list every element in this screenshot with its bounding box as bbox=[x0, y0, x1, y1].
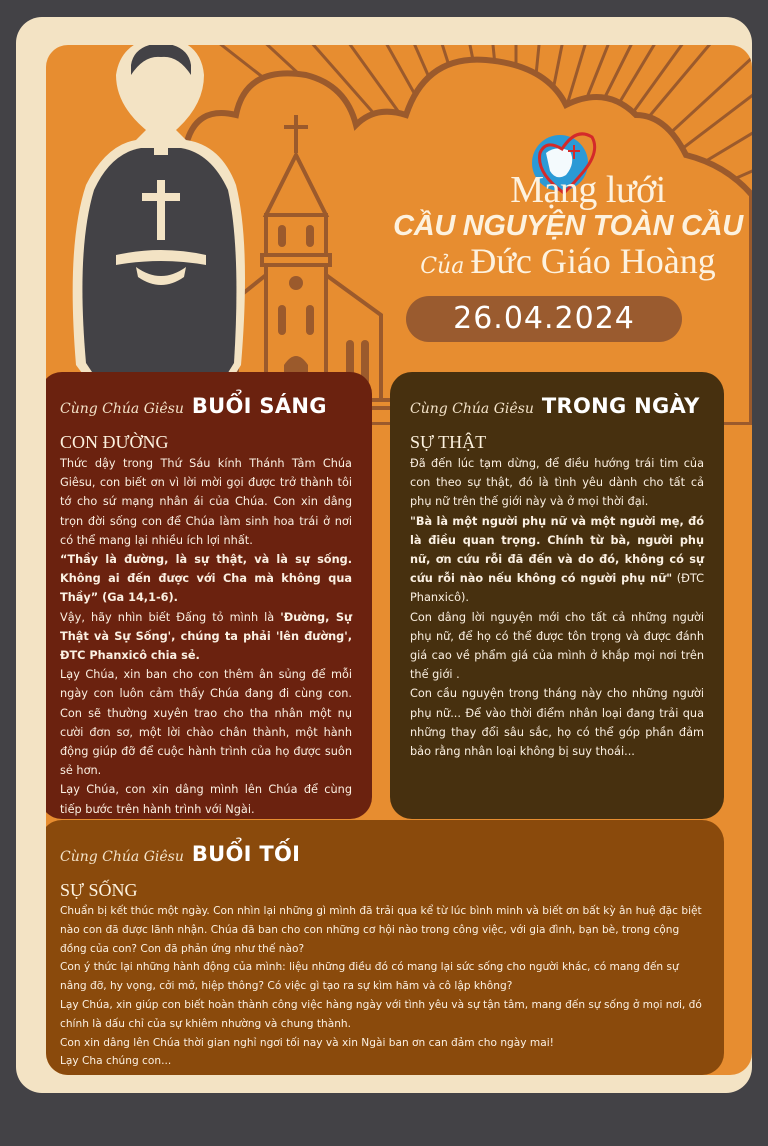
morning-paragraph: Lạy Chúa, xin ban cho con thêm ân sủng để mỗi ngày con luôn cảm thấy Chúa đang đi cùng con. Con sẽ thường xuyên trao cho tha nhân một nụ cười đơn sơ, một lời chào chân thành, một hành động giúp đỡ để cuộc hành trình của họ được suôn sẻ hơn. bbox=[60, 668, 352, 778]
day-quote-source: (ĐTC Phanxicô). bbox=[410, 572, 704, 605]
evening-card-header bbox=[60, 842, 704, 866]
evening-heading: BUỔI TỐI bbox=[191, 842, 301, 866]
morning-card bbox=[46, 372, 372, 819]
morning-quote-bold: “Thầy là đường, là sự thật, và là sự sống. Không ai đến được với Cha mà không qua Thầy” (Ga 14,1-6). bbox=[60, 553, 352, 605]
evening-card bbox=[46, 820, 724, 1075]
title-line-3 bbox=[388, 242, 748, 286]
date-badge: 26.04.2024 bbox=[406, 296, 682, 342]
morning-p3-bold: 'Đường, Sự Thật và Sự Sống', chúng ta phải 'lên đường', ĐTC Phanxicô chia sẻ. bbox=[60, 610, 352, 663]
poster-panel bbox=[46, 45, 752, 1075]
morning-script: Cùng Chúa Giêsu bbox=[60, 401, 184, 417]
evening-script: Cùng Chúa Giêsu bbox=[60, 849, 184, 865]
priest-with-bible-icon bbox=[46, 45, 306, 405]
evening-paragraph: Lạy Cha chúng con... bbox=[60, 1055, 172, 1068]
title-block bbox=[388, 170, 748, 286]
day-paragraph: Đã đến lúc tạm dừng, để điều hướng trái tim của con theo sự thật, đó là tình yêu dành cho tất cả phụ nữ trên thế giới này và ở mọi thời đại. bbox=[410, 457, 704, 509]
day-quote-bold: "Bà là một người phụ nữ và một người mẹ, đó là điều quan trọng. Chính từ bà, người phụ nữ, ơn cứu rỗi đã đến và do đó, không có sự cứu rỗi nào nếu không có người phụ nữ" bbox=[410, 514, 704, 586]
title-duc-giao-hoang: Đức Giáo Hoàng bbox=[470, 241, 716, 281]
evening-paragraph: Chuẩn bị kết thúc một ngày. Con nhìn lại những gì mình đã trải qua kể từ lúc bình minh và biết ơn bất kỳ ân huệ đặc biệt nào con đã được lãnh nhận. Chúa đã ban cho con những cơ hội nào trong công việc, với gia đình, bạn bè, trong cộng đồng của con? Con đã phản ứng như thế nào? bbox=[60, 905, 702, 955]
morning-card-header bbox=[60, 394, 352, 418]
evening-paragraph: Lạy Chúa, xin giúp con biết hoàn thành công việc hàng ngày với tình yêu và sự tận tâm, mang đến sự sống ở mọi nơi, đó chính là dấu chỉ của sự khiêm nhường và chung thành. bbox=[60, 998, 702, 1030]
day-section-title: SỰ THẬT bbox=[410, 432, 487, 452]
evening-paragraph: Con ý thức lại những hành động của mình: liệu những điều đó có mang lại sức sống cho người khác, có mang đến sự nâng đỡ, hy vọng, cởi mở, hiệp thông? Có việc gì tạo ra sự kìm hãm và cô lập không? bbox=[60, 961, 679, 993]
morning-paragraph: Thức dậy trong Thứ Sáu kính Thánh Tâm Chúa Giêsu, con biết ơn vì lời mời gọi được trở thành tôi tớ cho sứ mạng nhân ái của Chúa. Con xin dâng trọn đời sống con để Chúa làm sinh hoa trái ở nơi có thể mang lại nhiều ích lợi nhất. bbox=[60, 457, 352, 547]
morning-p3-start: Vậy, hãy nhìn biết Đấng tỏ mình là bbox=[60, 610, 281, 624]
day-paragraph: Con cầu nguyện trong tháng này cho những người phụ nữ... Để vào thời điểm nhân loại đang trải qua những thay đổi sâu sắc, họ có thể góp phần đảm bảo rằng nhân loại không bị suy thoái... bbox=[410, 687, 704, 759]
title-line-2: CẦU NGUYỆN TOÀN CẦU bbox=[393, 210, 743, 242]
morning-heading: BUỔI SÁNG bbox=[191, 394, 327, 418]
title-line-1: Mạng lưới bbox=[510, 169, 666, 211]
day-quote bbox=[410, 512, 704, 608]
day-card bbox=[390, 372, 724, 819]
day-body bbox=[410, 454, 704, 761]
day-script: Cùng Chúa Giêsu bbox=[410, 401, 534, 417]
morning-paragraph: Lạy Chúa, con xin dâng mình lên Chúa để cùng tiếp bước trên hành trình với Ngài. bbox=[60, 783, 352, 816]
evening-body bbox=[60, 902, 704, 1071]
morning-paragraph bbox=[60, 608, 352, 666]
morning-quote bbox=[60, 550, 352, 608]
title-script-cua: Của bbox=[420, 254, 465, 279]
day-heading: TRONG NGÀY bbox=[541, 394, 700, 418]
day-card-header bbox=[410, 394, 704, 418]
morning-body bbox=[60, 454, 352, 819]
evening-paragraph: Con xin dâng lên Chúa thời gian nghỉ ngơi tối nay và xin Ngài ban ơn can đảm cho ngày mai! bbox=[60, 1036, 554, 1049]
morning-section-title: CON ĐƯỜNG bbox=[60, 432, 169, 452]
day-paragraph: Con dâng lời nguyện mới cho tất cả những người phụ nữ, để họ có thể được tôn trọng và được đánh giá cao về phẩm giá của mình ở khắp mọi nơi trên thế giới . bbox=[410, 610, 704, 682]
evening-section-title: SỰ SỐNG bbox=[60, 880, 138, 900]
